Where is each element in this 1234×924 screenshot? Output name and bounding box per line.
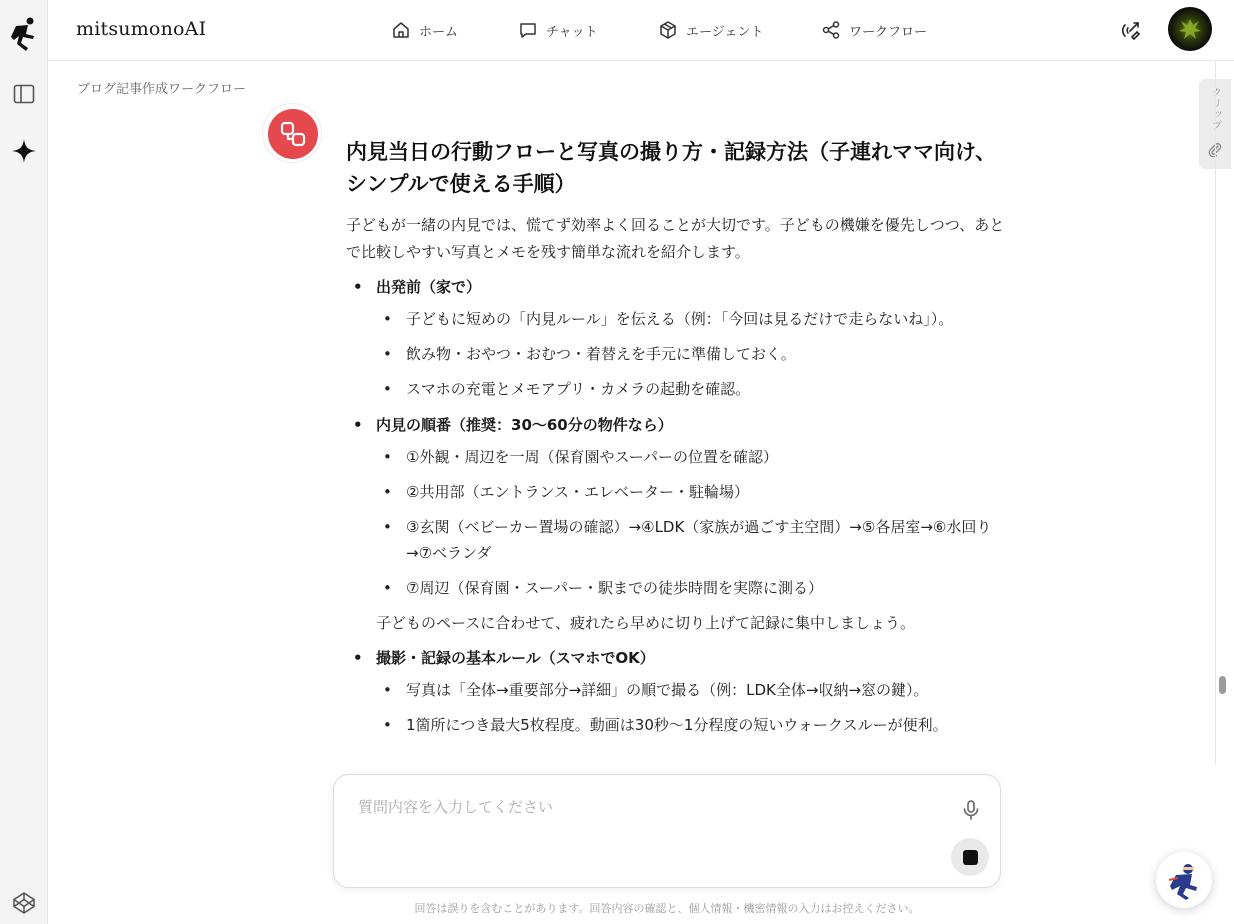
section-heading: • 撮影・記録の基本ルール（スマホでOK） (346, 645, 1006, 671)
section-heading: • 内見の順番（推奨：30〜60分の物件なら） (346, 412, 1006, 438)
list-item: • ①外観・周辺を一周（保育園やスーパーの位置を確認） (346, 444, 1006, 470)
home-icon (391, 20, 411, 40)
chat-icon (518, 20, 538, 40)
list-item: • 写真は「全体→重要部分→詳細」の順で撮る（例：LDK全体→収納→窓の鍵）。 (346, 677, 1006, 703)
nav-home-label: ホーム (419, 24, 459, 40)
nav-workflow[interactable] (821, 18, 927, 42)
section-heading: • 出発前（家で） (346, 274, 1006, 300)
box-icon (658, 20, 678, 40)
section-note: 子どものペースに合わせて、疲れたら早めに切り上げて記録に集中しましょう。 (376, 614, 915, 632)
nav-agent[interactable] (658, 18, 763, 42)
codepen-cube-icon[interactable] (12, 891, 36, 915)
list-item: • スマホの充電とメモアプリ・カメラの起動を確認。 (346, 376, 1006, 402)
assistant-avatar (262, 103, 322, 163)
message-title: 内見当日の行動フローと写真の撮り方・記録方法（子連れママ向け、シンプルで使える手順） (346, 140, 997, 196)
nav-chat-label: チャット (546, 24, 598, 40)
bullet-list (346, 444, 1006, 601)
runner-logo-icon[interactable] (8, 16, 40, 52)
scrollbar-thumb[interactable] (1219, 676, 1226, 694)
disclaimer: 回答は誤りを含むことがあります。回答内容の確認と、個人情報・機密情報の入力はお控えください。 (414, 902, 920, 915)
assistant-message (346, 136, 1006, 747)
helper-fab[interactable] (1156, 852, 1212, 908)
workflow-nodes-icon (278, 119, 308, 149)
list-item: • 子どもに短めの「内見ルール」を伝える（例：「今回は見るだけで走らないね」）。 (346, 306, 1006, 332)
list-item: • ②共用部（エントランス・エレベーター・駐輪場） (346, 479, 1006, 505)
chat-composer (333, 774, 1001, 888)
list-item: • ⑦周辺（保育園・スーパー・駅までの徒歩時間を実際に測る） (346, 575, 1006, 601)
bullet-list (346, 677, 1006, 738)
stop-button[interactable] (951, 838, 989, 876)
share-nodes-icon (821, 20, 841, 40)
section-viewing-order (346, 412, 1006, 636)
nav-agent-label: エージェント (686, 24, 764, 40)
bullet-list (346, 306, 1006, 402)
sparkle-icon[interactable] (11, 138, 37, 164)
clip-tab-label: クリップ (1209, 87, 1221, 131)
section-before-departure (346, 274, 1006, 402)
top-header (48, 0, 1234, 61)
message-intro: 子どもが一緒の内見では、慌てず効率よく回ることが大切です。子どもの機嫌を優先しつつ、あとで比較しやすい写真とメモを残す簡単な流れを紹介します。 (346, 216, 1005, 261)
left-rail (0, 0, 48, 924)
satellite-icon[interactable] (1119, 18, 1143, 42)
stop-icon (963, 850, 978, 865)
list-item: • ③玄関（ベビーカー置場の確認）→④LDK（家族が過ごす主空間）→⑤各居室→⑥水回り→⑦ベランダ (346, 514, 1006, 566)
avatar-figure-icon (1168, 7, 1212, 51)
list-item: • 飲み物・おやつ・おむつ・着替えを手元に準備しておく。 (346, 341, 1006, 367)
chat-input[interactable] (358, 795, 938, 819)
sidebar-toggle-icon[interactable] (12, 82, 36, 106)
list-item: • 1箇所につき最大5枚程度。動画は30秒〜1分程度の短いウォークスルーが便利。 (346, 712, 1006, 738)
breadcrumb[interactable]: ブログ記事作成ワークフロー (77, 82, 247, 97)
scrollbar-track[interactable] (1215, 61, 1227, 765)
mic-icon[interactable] (960, 799, 982, 821)
nav-chat[interactable] (518, 18, 598, 42)
brand-name[interactable]: mitsumonoAI (76, 18, 207, 40)
nav-workflow-label: ワークフロー (849, 24, 928, 40)
user-avatar[interactable] (1168, 7, 1212, 51)
nav-home[interactable] (391, 18, 458, 42)
ninja-helper-icon (1164, 860, 1204, 900)
section-photo-rules (346, 645, 1006, 738)
